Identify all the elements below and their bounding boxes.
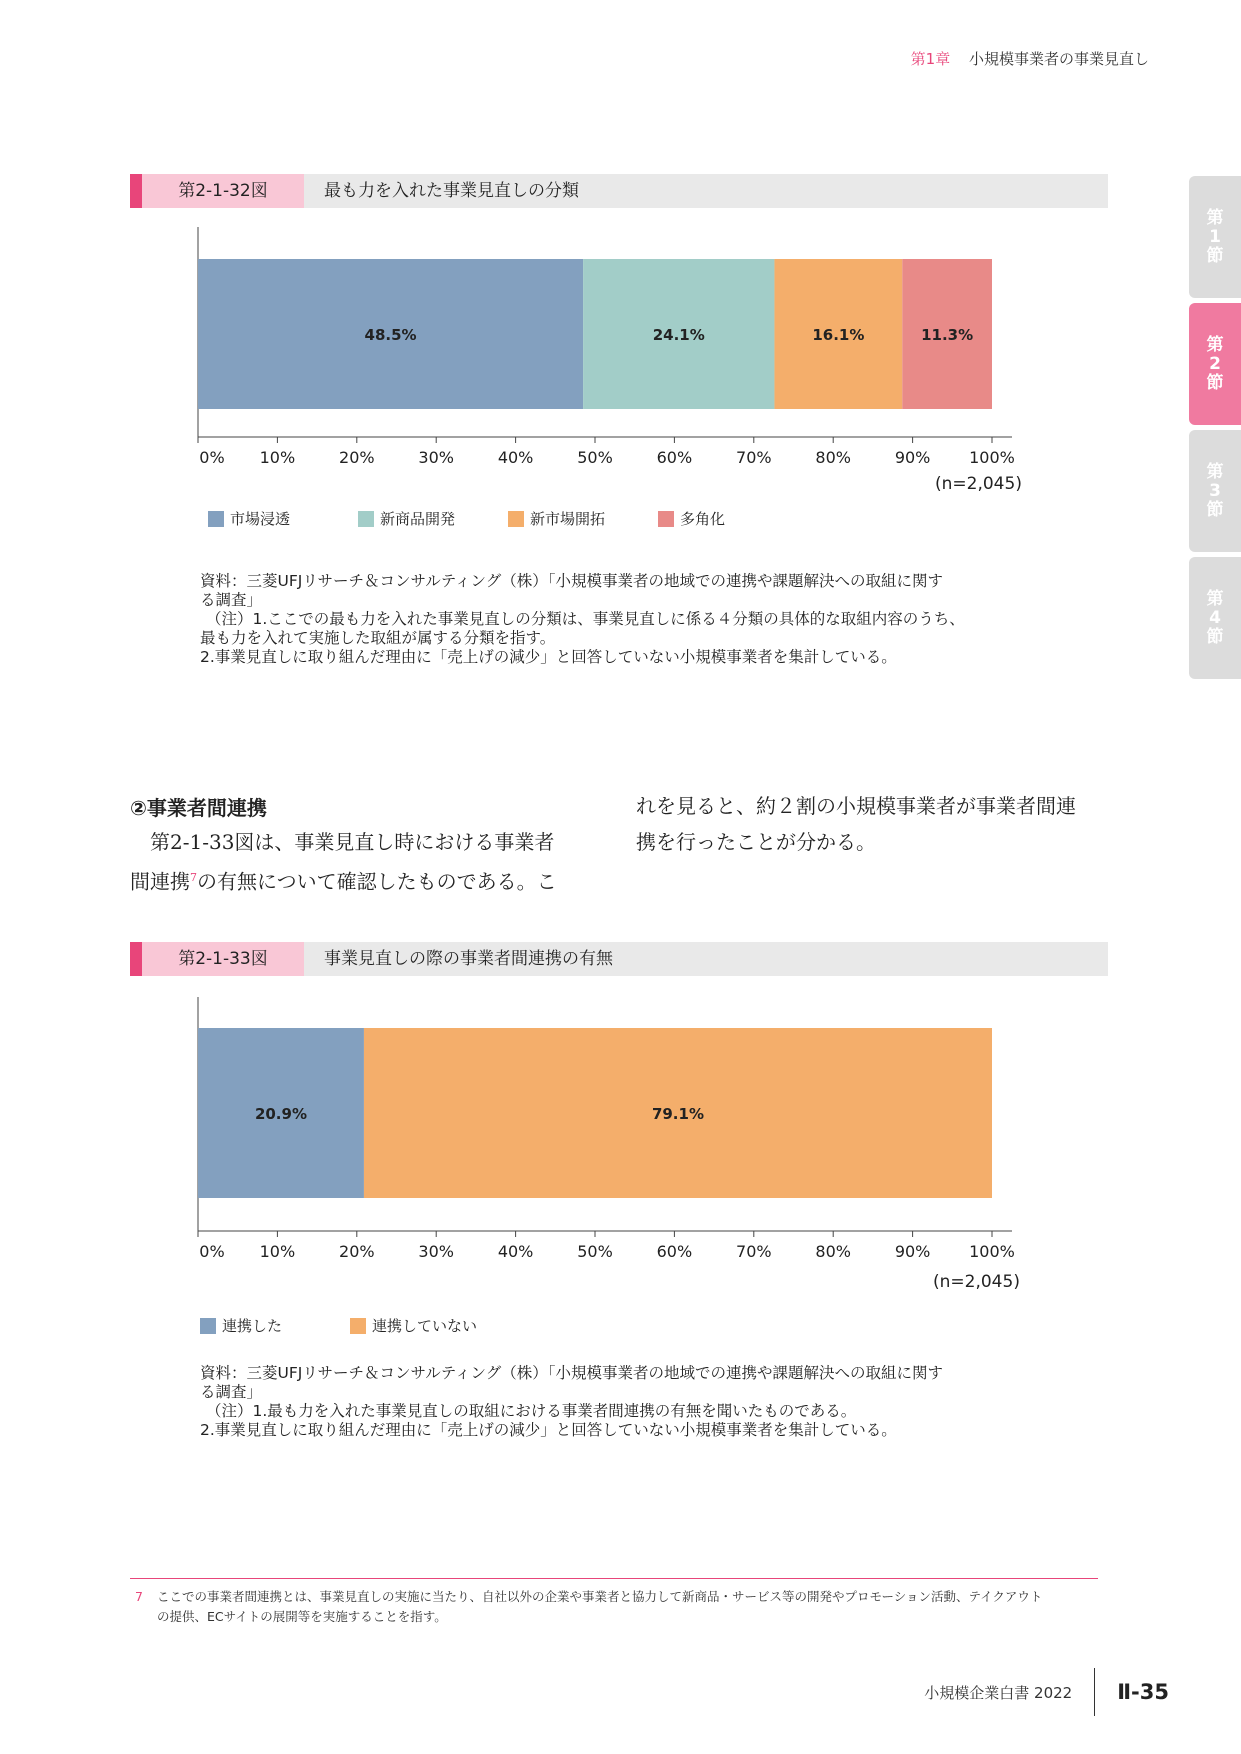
legend-label: 新商品開発	[380, 510, 456, 528]
legend-item	[658, 508, 808, 529]
footnote	[135, 1587, 1105, 1627]
body-left-column	[130, 824, 600, 900]
footnote-text: ここでの事業者間連携とは、事業見直しの実施に当たり、自社以外の企業や事業者と協力して新商品・サービス等の開発やプロモーション活動、テイクアウト	[156, 1589, 1043, 1604]
figure2-legend	[200, 1315, 500, 1336]
figure1-legend	[208, 508, 808, 529]
running-header	[911, 48, 1149, 69]
page-footer	[924, 1668, 1169, 1716]
legend-swatch	[508, 511, 524, 527]
legend-label: 多角化	[680, 510, 726, 528]
legend-item	[208, 508, 358, 529]
x-tick-label: 80%	[815, 1242, 851, 1261]
figure2-notes	[200, 1364, 1030, 1440]
body-line: れを見ると、約２割の小規模事業者が事業者間連	[636, 794, 1076, 818]
legend-label: 連携した	[222, 1317, 283, 1335]
x-tick-label: 20%	[339, 448, 375, 467]
x-tick-label: 40%	[497, 1242, 534, 1261]
note-line: 資料：三菱UFJリサーチ＆コンサルティング（株）「小規模事業者の地域での連携や課題解決への取組に関す	[200, 1364, 943, 1382]
chapter-title: 小規模事業者の事業見直し	[968, 50, 1149, 68]
x-tick-label: 0%	[199, 1242, 225, 1261]
x-tick-label: 100%	[969, 448, 1015, 467]
data-label: 79.1%	[651, 1105, 704, 1123]
book-title: 小規模企業白書 2022	[924, 1683, 1073, 1702]
note-line: 2.事業見直しに取り組んだ理由に「売上げの減少」と回答していない小規模事業者を集計している。	[200, 648, 897, 666]
side-tab-section-3[interactable]	[1189, 430, 1241, 552]
legend-swatch	[208, 511, 224, 527]
x-tick-label: 30%	[418, 1242, 454, 1261]
figure1-chart	[180, 225, 1040, 475]
x-tick-label: 0%	[199, 448, 225, 467]
figure2-title-bar	[130, 942, 1108, 976]
legend-item	[508, 508, 658, 529]
legend-item	[350, 1315, 500, 1336]
footnote-line: の提供、ECサイトの展開等を実施することを指す。	[157, 1609, 447, 1624]
legend-swatch	[358, 511, 374, 527]
side-tab-section-4[interactable]	[1189, 557, 1241, 679]
body-line: 携を行ったことが分かる。	[636, 830, 876, 854]
body-text: 間連携	[130, 869, 190, 894]
x-tick-label: 10%	[259, 448, 296, 467]
figure2-title: 事業見直しの際の事業者間連携の有無	[324, 949, 613, 969]
x-tick-label: 60%	[656, 1242, 693, 1261]
figure1-sample-size: (n=2,045)	[935, 474, 1022, 494]
body-text: の有無について確認したものである。こ	[197, 869, 557, 894]
x-tick-label: 90%	[894, 448, 931, 467]
page-number: Ⅱ-35	[1117, 1680, 1169, 1704]
note-line: る調査」	[200, 1383, 263, 1401]
body-line: 第2-1-33図は、事業見直し時における事業者	[150, 830, 555, 854]
figure2-number: 第2-1-33図	[142, 942, 304, 976]
data-label: 20.9%	[254, 1105, 307, 1123]
legend-label: 市場浸透	[230, 510, 291, 528]
note-line: る調査」	[200, 591, 263, 609]
footnote-divider	[130, 1578, 1098, 1579]
side-tab-section-1[interactable]	[1189, 176, 1241, 298]
chapter-label: 第1章	[910, 50, 951, 68]
data-label: 48.5%	[364, 326, 417, 344]
side-tab-section-2[interactable]	[1189, 303, 1241, 425]
side-tab-label: 第3節	[1206, 461, 1224, 520]
x-tick-label: 50%	[577, 1242, 613, 1261]
figure-accent	[130, 174, 142, 208]
figure1-number: 第2-1-32図	[142, 174, 304, 208]
side-tab-label: 第2節	[1206, 334, 1224, 393]
legend-label: 連携していない	[372, 1317, 478, 1335]
footnote-line	[135, 1587, 1105, 1607]
x-tick-label: 10%	[259, 1242, 296, 1261]
figure1-notes	[200, 572, 1030, 667]
legend-swatch	[350, 1318, 366, 1334]
note-line: 2.事業見直しに取り組んだ理由に「売上げの減少」と回答していない小規模事業者を集計している。	[200, 1421, 897, 1439]
note-line: 最も力を入れて実施した取組が属する分類を指す。	[200, 629, 556, 647]
legend-swatch	[200, 1318, 216, 1334]
x-tick-label: 40%	[497, 448, 534, 467]
data-label: 24.1%	[652, 326, 705, 344]
legend-label: 新市場開拓	[530, 510, 606, 528]
x-tick-label: 100%	[969, 1242, 1015, 1261]
x-tick-label: 90%	[894, 1242, 931, 1261]
legend-swatch	[658, 511, 674, 527]
figure2-sample-size: (n=2,045)	[933, 1272, 1020, 1292]
legend-item	[200, 1315, 350, 1336]
data-label: 11.3%	[921, 326, 974, 344]
x-tick-label: 70%	[736, 1242, 772, 1261]
footer-separator	[1094, 1668, 1095, 1716]
x-tick-label: 70%	[736, 448, 772, 467]
x-tick-label: 80%	[815, 448, 851, 467]
figure1-title-bar	[130, 174, 1108, 208]
footnote-ref[interactable]: 7	[190, 871, 197, 884]
note-line: （注）1.最も力を入れた事業見直しの取組における事業者間連携の有無を聞いたものである。	[206, 1402, 857, 1420]
note-line: 資料：三菱UFJリサーチ＆コンサルティング（株）「小規模事業者の地域での連携や課題解決への取組に関す	[200, 572, 943, 590]
data-label: 16.1%	[812, 326, 865, 344]
side-tab-label: 第1節	[1206, 207, 1224, 266]
figure-accent	[130, 942, 142, 976]
body-right-column	[636, 788, 1106, 860]
legend-item	[358, 508, 508, 529]
section-heading: ②事業者間連携	[130, 796, 267, 820]
body-line	[130, 860, 600, 900]
footnote-number: 7	[135, 1589, 143, 1604]
figure2-chart	[180, 995, 1040, 1265]
figure1-title: 最も力を入れた事業見直しの分類	[324, 181, 579, 201]
x-tick-label: 30%	[418, 448, 454, 467]
note-line: （注）1.ここでの最も力を入れた事業見直しの分類は、事業見直しに係る４分類の具体的な取組内容のうち、	[206, 610, 965, 628]
x-tick-label: 60%	[656, 448, 693, 467]
side-tab-label: 第4節	[1206, 588, 1224, 647]
x-tick-label: 50%	[577, 448, 613, 467]
x-tick-label: 20%	[339, 1242, 375, 1261]
